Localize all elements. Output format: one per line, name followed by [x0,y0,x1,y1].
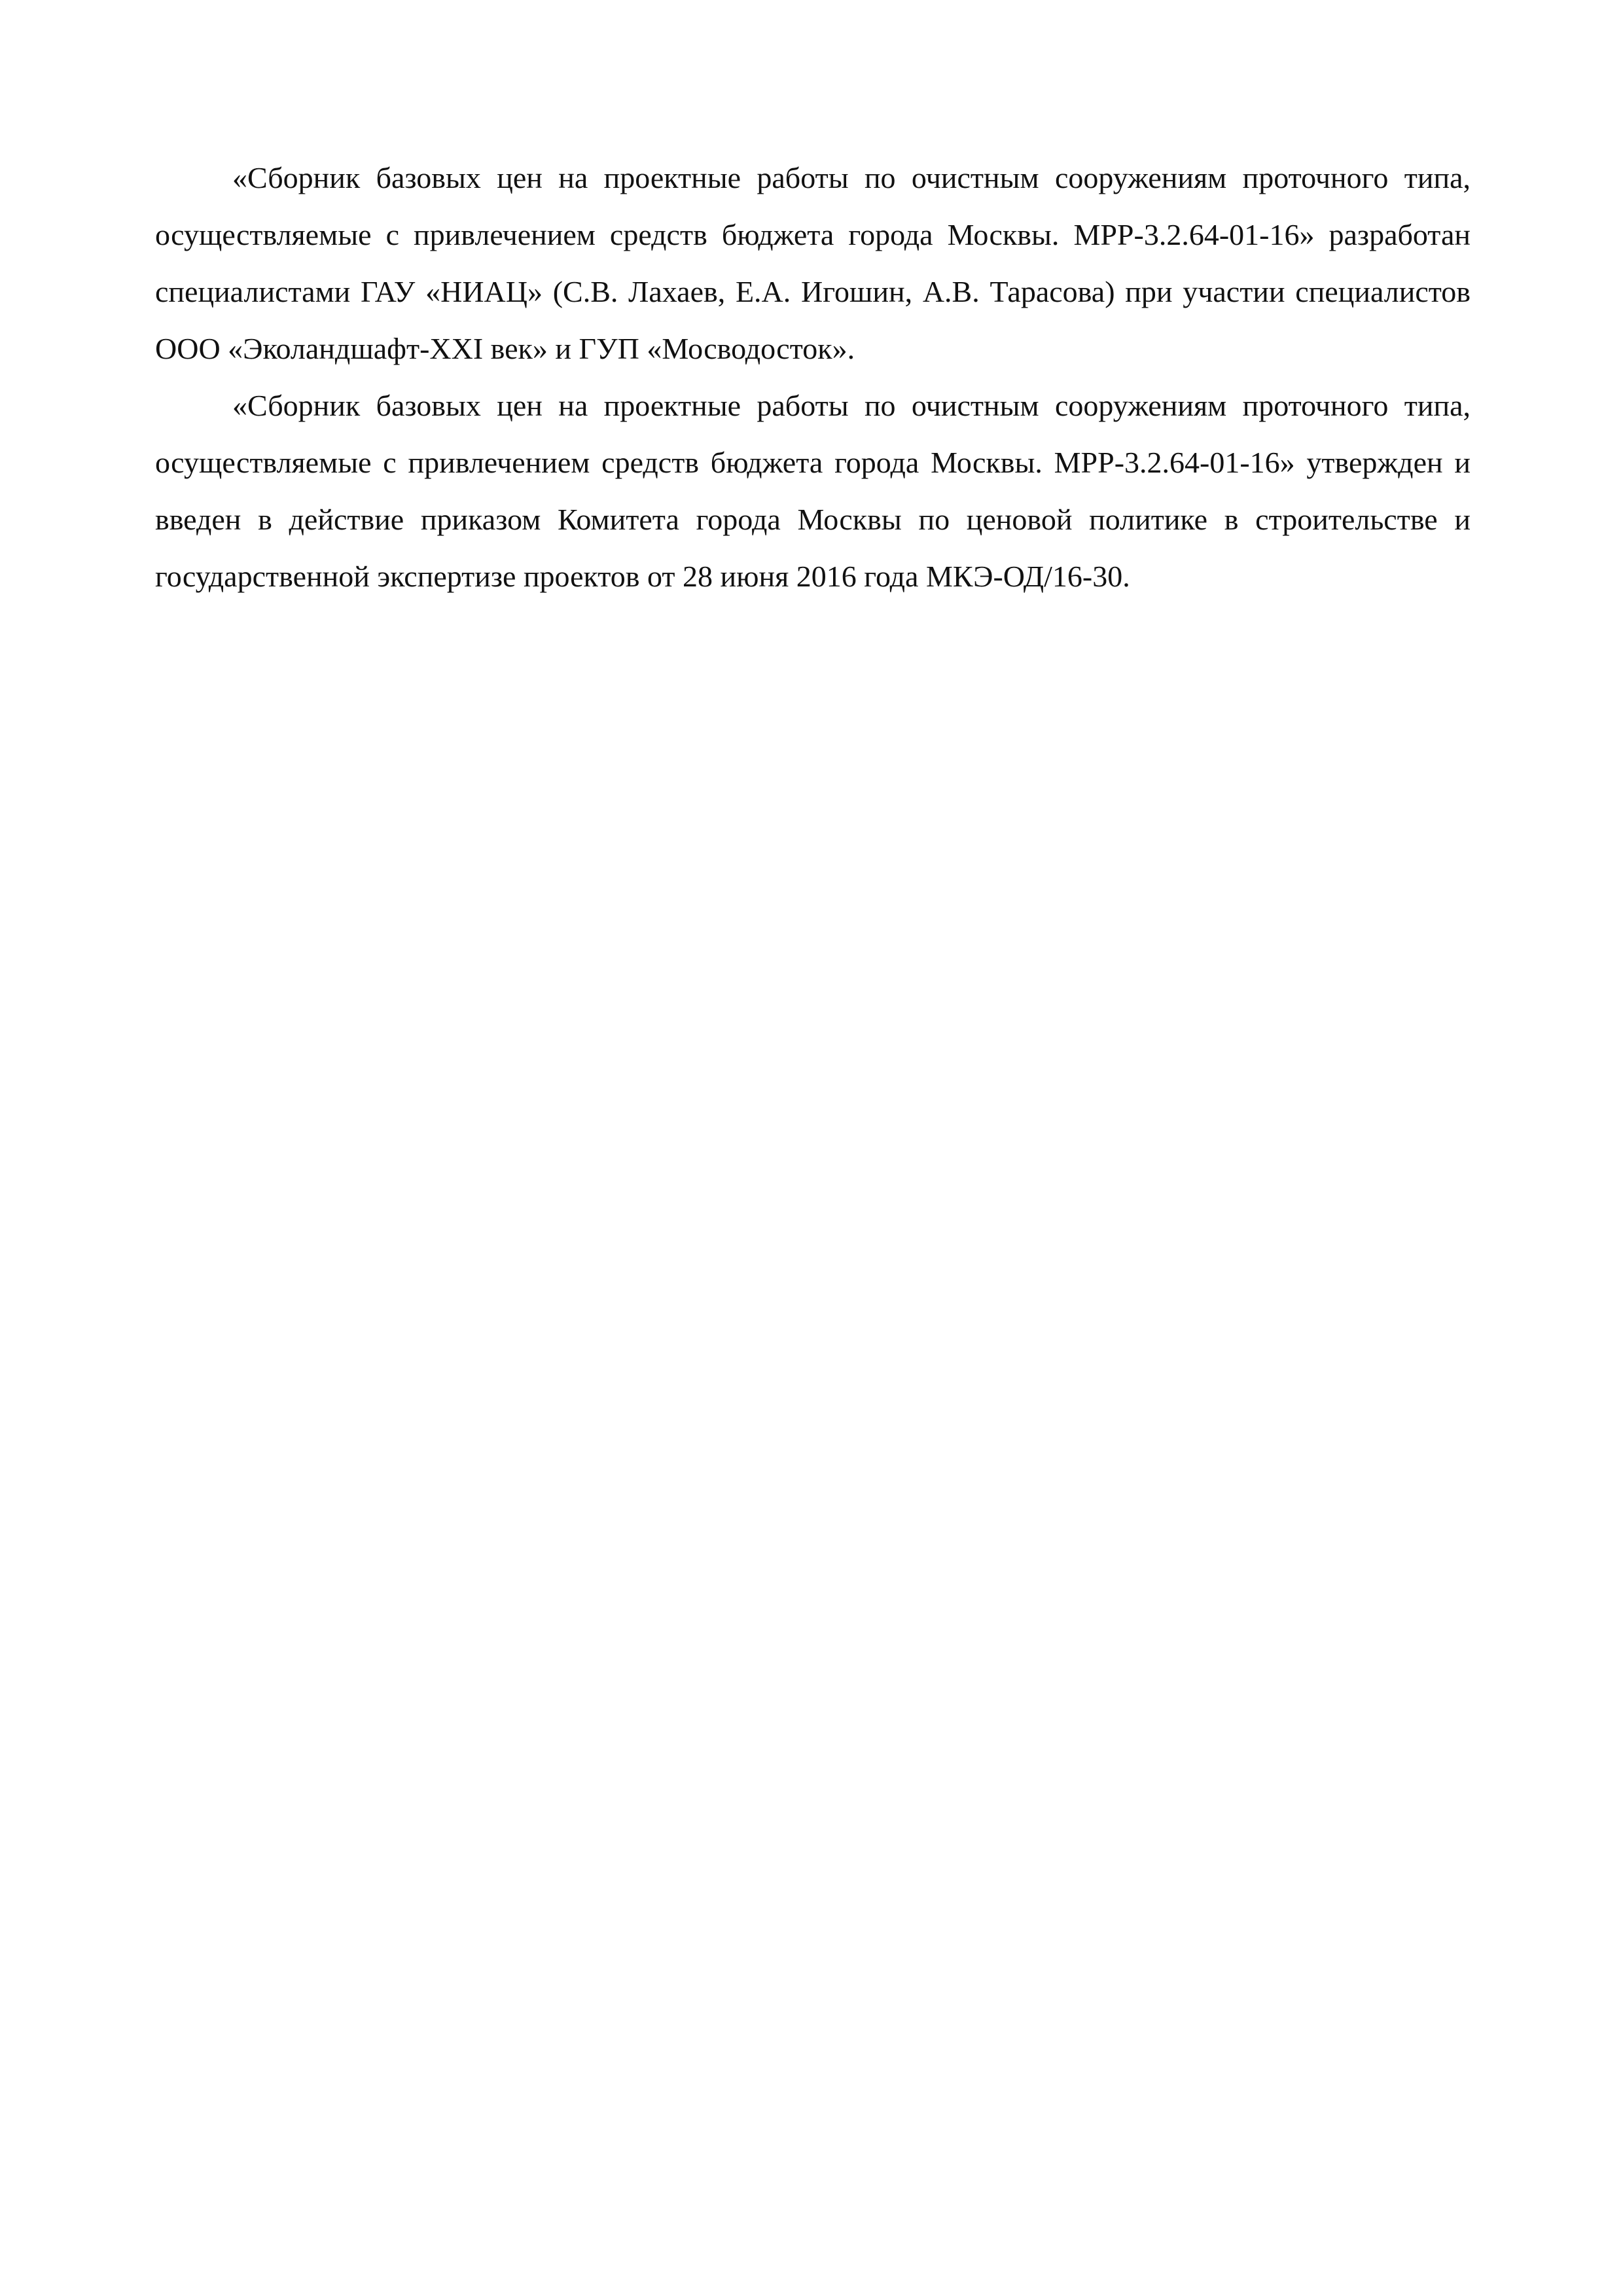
document-body [155,149,1471,605]
paragraph-developers: «Сборник базовых цен на проектные работы по очистным сооружениям проточного типа, осуществляемые с привлечением средств бюджета города Москвы. МРР-3.2.64-01-16» разработан специалистами ГАУ «НИАЦ» (С.В. Лахаев, Е.А. Игошин, А.В. Тарасова) при участии специалистов ООО «Эколандшафт-XXI век» и ГУП «Мосводосток». [155,161,1471,365]
paragraph-approval: «Сборник базовых цен на проектные работы по очистным сооружениям проточного типа, осуществляемые с привлечением средств бюджета города Москвы. МРР-3.2.64-01-16» утвержден и введен в действие приказом Комитета города Москвы по ценовой политике в строительстве и государственной экспертизе проектов от 28 июня 2016 года МКЭ-ОД/16-30. [155,389,1471,593]
